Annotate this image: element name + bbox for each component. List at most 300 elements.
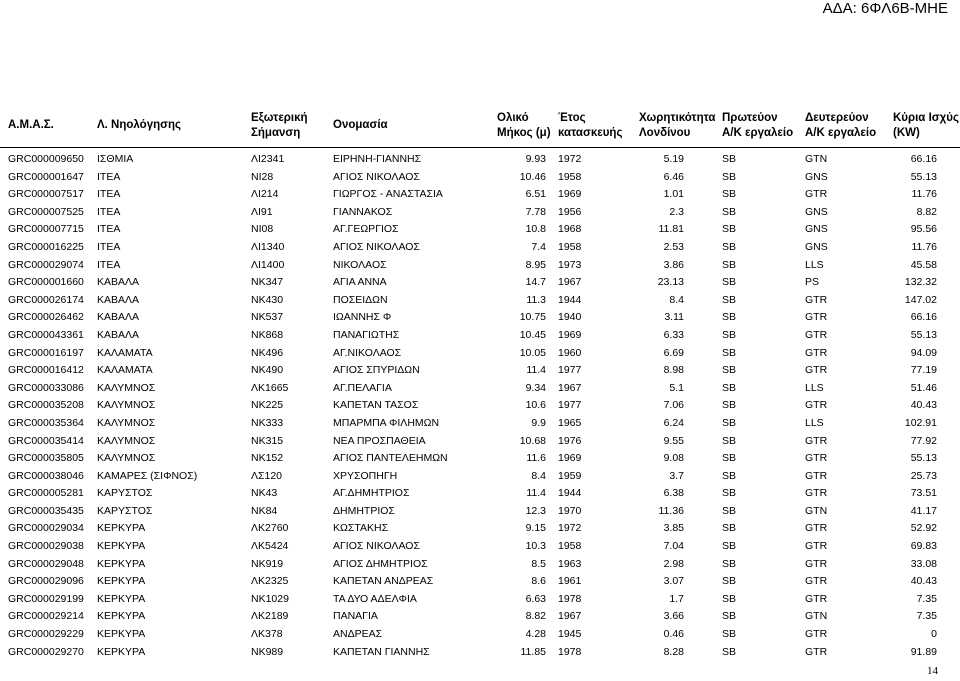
cell-name: ΚΑΠΕΤΑΝ ΑΝΔΡΕΑΣ (333, 575, 434, 588)
cell-name: ΑΝΔΡΕΑΣ (333, 628, 383, 641)
cell-secondary-gear: GTR (805, 188, 828, 201)
cell-ams: GRC000029048 (8, 557, 84, 570)
cell-ext-marking: ΛΚ2760 (251, 522, 289, 535)
cell-year: 1944 (558, 293, 582, 306)
cell-length: 10.45 (519, 328, 546, 341)
cell-year: 1977 (558, 364, 582, 377)
cell-secondary-gear: GTN (805, 610, 828, 623)
cell-ext-marking: ΝΚ490 (251, 364, 284, 377)
table-row (0, 292, 960, 310)
table-row (0, 485, 960, 503)
header-name: Ονομασία (333, 119, 388, 131)
cell-year: 1967 (558, 276, 582, 289)
cell-port: ΚΑΛΥΜΝΟΣ (97, 381, 156, 394)
cell-primary-gear: SB (722, 381, 737, 394)
page-number: 14 (927, 665, 938, 677)
cell-capacity: 3.7 (669, 469, 684, 482)
table-row (0, 239, 960, 257)
cell-year: 1958 (558, 170, 582, 183)
cell-ext-marking: ΛΙ91 (251, 205, 273, 218)
cell-year: 1976 (558, 434, 582, 447)
cell-ext-marking: ΛΙ1340 (251, 240, 285, 253)
cell-ams: GRC000029199 (8, 592, 84, 605)
cell-power: 66.16 (910, 153, 937, 165)
header-divider (0, 147, 960, 148)
cell-primary-gear: SB (722, 258, 737, 271)
cell-capacity: 3.86 (663, 258, 684, 271)
cell-ext-marking: ΝΚ315 (251, 434, 284, 447)
cell-primary-gear: SB (722, 434, 737, 447)
table-row (0, 169, 960, 187)
cell-name: ΑΓΙΑ ΑΝΝΑ (333, 276, 387, 289)
cell-capacity: 23.13 (657, 276, 684, 289)
table-row (0, 450, 960, 468)
cell-ams: GRC000007525 (8, 205, 84, 218)
cell-ext-marking: ΝΚ152 (251, 452, 284, 465)
cell-name: ΚΩΣΤΑΚΗΣ (333, 522, 389, 535)
cell-capacity: 3.11 (664, 311, 684, 324)
cell-power: 102.91 (904, 416, 937, 429)
cell-length: 10.46 (519, 170, 546, 183)
cell-ams: GRC000035208 (8, 399, 84, 412)
cell-length: 10.75 (519, 311, 546, 324)
table-row (0, 380, 960, 398)
cell-primary-gear: SB (722, 645, 737, 658)
cell-ext-marking: ΝΚ989 (251, 645, 284, 658)
cell-primary-gear: SB (722, 276, 737, 289)
cell-power: 69.83 (910, 540, 937, 553)
cell-year: 1958 (558, 540, 582, 553)
cell-capacity: 6.24 (663, 416, 684, 429)
cell-ams: GRC000029074 (8, 258, 84, 271)
cell-port: ΙΤΕΑ (97, 205, 121, 218)
cell-capacity: 7.04 (663, 540, 684, 553)
cell-ext-marking: ΛΣ120 (251, 469, 283, 482)
cell-primary-gear: SB (722, 575, 737, 588)
table-row (0, 345, 960, 363)
table-row (0, 468, 960, 486)
cell-ams: GRC000009650 (8, 153, 84, 165)
cell-capacity: 3.85 (663, 522, 684, 535)
cell-name: ΠΑΝΑΓΙΑ (333, 610, 378, 623)
ada-label: ΑΔΑ: 6ΦΛ6Β-ΜΗΕ (822, 0, 948, 17)
cell-length: 9.9 (531, 416, 546, 429)
cell-length: 6.51 (525, 188, 546, 201)
table-row (0, 538, 960, 556)
cell-power: 132.32 (904, 276, 937, 289)
cell-capacity: 11.36 (658, 504, 684, 517)
cell-name: ΔΗΜΗΤΡΙΟΣ (333, 504, 395, 517)
cell-length: 10.3 (525, 540, 546, 553)
cell-secondary-gear: GTR (805, 557, 828, 570)
cell-primary-gear: SB (722, 522, 737, 535)
cell-port: ΚΕΡΚΥΡΑ (97, 592, 146, 605)
cell-year: 1977 (558, 399, 582, 412)
cell-power: 0 (931, 628, 937, 641)
cell-year: 1967 (558, 381, 582, 394)
cell-secondary-gear: GNS (805, 240, 828, 253)
cell-year: 1960 (558, 346, 582, 359)
cell-capacity: 1.7 (669, 592, 684, 605)
cell-length: 9.93 (525, 153, 546, 165)
cell-port: ΚΑΛΥΜΝΟΣ (97, 452, 156, 465)
cell-primary-gear: SB (722, 311, 737, 324)
cell-port: ΚΑΒΑΛΑ (97, 293, 140, 306)
cell-year: 1940 (558, 311, 582, 324)
cell-secondary-gear: GTR (805, 452, 828, 465)
cell-capacity: 6.69 (663, 346, 684, 359)
cell-name: ΧΡΥΣΟΠΗΓΗ (333, 469, 398, 482)
cell-primary-gear: SB (722, 416, 737, 429)
cell-primary-gear: SB (722, 188, 737, 201)
cell-capacity: 8.98 (663, 364, 684, 377)
cell-name: ΑΓΙΟΣ ΣΠΥΡΙΔΩΝ (333, 364, 420, 377)
cell-year: 1963 (558, 557, 582, 570)
cell-power: 91.89 (910, 645, 937, 658)
table-row (0, 221, 960, 239)
cell-power: 40.43 (910, 399, 937, 412)
cell-secondary-gear: GTR (805, 575, 828, 588)
table-row (0, 204, 960, 222)
cell-year: 1944 (558, 487, 582, 500)
table-row (0, 591, 960, 609)
table-row (0, 433, 960, 451)
cell-secondary-gear: GTR (805, 592, 828, 605)
cell-primary-gear: SB (722, 153, 737, 165)
cell-secondary-gear: GTR (805, 487, 828, 500)
cell-power: 52.92 (910, 522, 937, 535)
cell-secondary-gear: LLS (805, 258, 824, 271)
cell-port: ΚΕΡΚΥΡΑ (97, 628, 146, 641)
cell-name: ΤΑ ΔΥΟ ΑΔΕΛΦΙΑ (333, 592, 417, 605)
cell-name: ΚΑΠΕΤΑΝ ΤΑΣΟΣ (333, 399, 419, 412)
cell-year: 1978 (558, 592, 582, 605)
cell-power: 41.17 (910, 504, 937, 517)
cell-year: 1969 (558, 452, 582, 465)
cell-ams: GRC000001660 (8, 276, 84, 289)
cell-ext-marking: ΛΙ1400 (251, 258, 285, 271)
cell-ext-marking: ΝΚ347 (251, 276, 284, 289)
cell-secondary-gear: GTR (805, 293, 828, 306)
cell-ams: GRC000029038 (8, 540, 84, 553)
table-row (0, 556, 960, 574)
cell-port: ΚΑΛΑΜΑΤΑ (97, 364, 153, 377)
cell-power: 77.92 (910, 434, 937, 447)
cell-ext-marking: ΝΚ919 (251, 557, 284, 570)
cell-length: 7.78 (525, 205, 546, 218)
cell-secondary-gear: LLS (805, 381, 824, 394)
cell-capacity: 6.38 (663, 487, 684, 500)
cell-secondary-gear: GTR (805, 328, 828, 341)
cell-ams: GRC000035435 (8, 504, 84, 517)
cell-capacity: 9.08 (663, 452, 684, 465)
cell-capacity: 5.1 (669, 381, 684, 394)
cell-power: 45.58 (910, 258, 937, 271)
cell-port: ΚΑΡΥΣΤΟΣ (97, 504, 153, 517)
cell-capacity: 2.53 (663, 240, 684, 253)
cell-ext-marking: ΝΙ08 (251, 223, 274, 236)
cell-ams: GRC000038046 (8, 469, 84, 482)
cell-ext-marking: ΛΙ2341 (251, 153, 285, 165)
cell-ams: GRC000035414 (8, 434, 84, 447)
cell-length: 8.4 (531, 469, 546, 482)
cell-primary-gear: SB (722, 487, 737, 500)
cell-capacity: 2.98 (663, 557, 684, 570)
cell-power: 95.56 (910, 223, 937, 236)
cell-ams: GRC000029270 (8, 645, 84, 658)
cell-length: 9.34 (525, 381, 546, 394)
table-row (0, 520, 960, 538)
cell-port: ΚΕΡΚΥΡΑ (97, 610, 146, 623)
cell-ams: GRC000026174 (8, 293, 84, 306)
cell-ams: GRC000029214 (8, 610, 84, 623)
cell-year: 1967 (558, 610, 582, 623)
cell-name: ΑΓΙΟΣ ΝΙΚΟΛΑΟΣ (333, 240, 420, 253)
cell-secondary-gear: GTR (805, 645, 828, 658)
cell-port: ΚΕΡΚΥΡΑ (97, 540, 146, 553)
cell-power: 77.19 (910, 364, 937, 377)
cell-capacity: 0.46 (663, 628, 684, 641)
cell-name: ΑΓ.ΝΙΚΟΛΑΟΣ (333, 346, 402, 359)
table-row (0, 573, 960, 591)
cell-secondary-gear: GTR (805, 540, 828, 553)
cell-ext-marking: ΝΚ43 (251, 487, 278, 500)
cell-year: 1965 (558, 416, 582, 429)
cell-name: ΑΓ.ΓΕΩΡΓΙΟΣ (333, 223, 399, 236)
cell-length: 7.4 (531, 240, 546, 253)
cell-ams: GRC000029096 (8, 575, 84, 588)
cell-length: 11.4 (526, 487, 546, 500)
cell-capacity: 7.06 (663, 399, 684, 412)
cell-ext-marking: ΛΚ1665 (251, 381, 289, 394)
cell-capacity: 8.4 (669, 293, 684, 306)
table-row (0, 327, 960, 345)
table-row (0, 151, 960, 169)
cell-power: 94.09 (910, 346, 937, 359)
cell-name: ΑΓ.ΠΕΛΑΓΙΑ (333, 381, 392, 394)
cell-year: 1978 (558, 645, 582, 658)
cell-primary-gear: SB (722, 610, 737, 623)
cell-secondary-gear: GNS (805, 223, 828, 236)
cell-secondary-gear: GNS (805, 205, 828, 218)
cell-primary-gear: SB (722, 240, 737, 253)
header-capacity: Χωρητικότητα Λονδίνου (639, 112, 716, 139)
table-row (0, 644, 960, 662)
cell-ext-marking: ΛΚ378 (251, 628, 283, 641)
cell-port: ΙΤΕΑ (97, 170, 121, 183)
cell-primary-gear: SB (722, 504, 737, 517)
cell-length: 10.68 (519, 434, 546, 447)
table-row (0, 626, 960, 644)
table-row (0, 503, 960, 521)
cell-port: ΙΤΕΑ (97, 223, 121, 236)
header-length: Ολικό Μήκος (μ) (497, 112, 551, 139)
header-primary-gear: Πρωτεύον Α/Κ εργαλείο (722, 112, 794, 139)
cell-ext-marking: ΝΚ333 (251, 416, 284, 429)
cell-capacity: 5.19 (663, 153, 684, 165)
cell-ext-marking: ΛΚ2189 (251, 610, 289, 623)
cell-ams: GRC000035805 (8, 452, 84, 465)
cell-primary-gear: SB (722, 328, 737, 341)
cell-name: ΙΩΑΝΝΗΣ Φ (333, 311, 392, 324)
cell-power: 55.13 (910, 170, 937, 183)
table-row (0, 415, 960, 433)
cell-power: 7.35 (916, 610, 937, 623)
table-row (0, 362, 960, 380)
cell-secondary-gear: GTR (805, 469, 828, 482)
cell-port: ΚΑΒΑΛΑ (97, 328, 140, 341)
cell-ams: GRC000029034 (8, 522, 84, 535)
cell-year: 1969 (558, 188, 582, 201)
cell-power: 7.35 (916, 592, 937, 605)
cell-length: 14.7 (525, 276, 546, 289)
cell-secondary-gear: GTR (805, 434, 828, 447)
cell-port: ΙΤΕΑ (97, 240, 121, 253)
cell-capacity: 3.07 (663, 575, 684, 588)
cell-secondary-gear: LLS (805, 416, 824, 429)
cell-port: ΚΕΡΚΥΡΑ (97, 522, 146, 535)
cell-ams: GRC000005281 (8, 487, 84, 500)
cell-ext-marking: ΝΚ1029 (251, 592, 289, 605)
cell-year: 1972 (558, 522, 582, 535)
cell-port: ΙΤΕΑ (97, 188, 121, 201)
cell-year: 1956 (558, 205, 582, 218)
cell-port: ΚΕΡΚΥΡΑ (97, 557, 146, 570)
cell-power: 147.02 (904, 293, 937, 306)
cell-ams: GRC000016225 (8, 240, 84, 253)
cell-length: 10.6 (525, 399, 546, 412)
cell-length: 8.82 (525, 610, 546, 623)
cell-primary-gear: SB (722, 205, 737, 218)
cell-length: 12.3 (525, 504, 546, 517)
cell-length: 10.8 (525, 223, 546, 236)
cell-primary-gear: SB (722, 469, 737, 482)
cell-name: ΑΓΙΟΣ ΝΙΚΟΛΑΟΣ (333, 170, 420, 183)
header-secondary-gear: Δευτερεύον Α/Κ εργαλείο (805, 112, 877, 139)
cell-primary-gear: SB (722, 628, 737, 641)
cell-ext-marking: ΝΚ496 (251, 346, 284, 359)
cell-primary-gear: SB (722, 540, 737, 553)
cell-power: 51.46 (910, 381, 937, 394)
cell-year: 1970 (558, 504, 582, 517)
cell-ams: GRC000029229 (8, 628, 84, 641)
cell-secondary-gear: GTN (805, 504, 828, 517)
cell-length: 8.5 (531, 557, 546, 570)
cell-primary-gear: SB (722, 557, 737, 570)
cell-ext-marking: ΛΚ5424 (251, 540, 289, 553)
cell-length: 11.6 (526, 452, 546, 465)
cell-year: 1961 (558, 575, 582, 588)
cell-primary-gear: SB (722, 346, 737, 359)
cell-port: ΚΑΒΑΛΑ (97, 311, 140, 324)
table-row (0, 257, 960, 275)
cell-power: 8.82 (916, 205, 937, 218)
cell-port: ΚΑΜΑΡΕΣ (ΣΙΦΝΟΣ) (97, 469, 198, 482)
cell-length: 11.3 (526, 293, 546, 306)
cell-year: 1945 (558, 628, 582, 641)
cell-length: 11.85 (520, 645, 546, 658)
cell-length: 4.28 (525, 628, 546, 641)
cell-capacity: 6.33 (663, 328, 684, 341)
cell-primary-gear: SB (722, 399, 737, 412)
cell-primary-gear: SB (722, 364, 737, 377)
table-row (0, 309, 960, 327)
cell-ext-marking: ΛΚ2325 (251, 575, 289, 588)
cell-name: ΠΟΣΕΙΔΩΝ (333, 293, 388, 306)
cell-length: 11.4 (526, 364, 546, 377)
cell-length: 9.15 (525, 522, 546, 535)
cell-ams: GRC000001647 (8, 170, 84, 183)
cell-secondary-gear: GTR (805, 628, 828, 641)
cell-secondary-gear: GTR (805, 311, 828, 324)
cell-port: ΚΑΒΑΛΑ (97, 276, 140, 289)
cell-port: ΚΑΛΥΜΝΟΣ (97, 416, 156, 429)
cell-ext-marking: ΝΚ430 (251, 293, 284, 306)
cell-power: 55.13 (910, 328, 937, 341)
cell-name: ΜΠΑΡΜΠΑ ΦΙΛΗΜΩΝ (333, 416, 440, 429)
cell-port: ΚΑΡΥΣΤΟΣ (97, 487, 153, 500)
cell-name: ΚΑΠΕΤΑΝ ΓΙΑΝΝΗΣ (333, 645, 430, 658)
cell-secondary-gear: GTN (805, 153, 828, 165)
cell-year: 1973 (558, 258, 582, 271)
cell-ext-marking: ΝΚ868 (251, 328, 284, 341)
cell-power: 66.16 (910, 311, 937, 324)
cell-ext-marking: ΝΚ225 (251, 399, 284, 412)
cell-power: 55.13 (910, 452, 937, 465)
cell-capacity: 2.3 (669, 205, 684, 218)
cell-power: 33.08 (910, 557, 937, 570)
cell-port: ΚΑΛΑΜΑΤΑ (97, 346, 153, 359)
cell-port: ΚΕΡΚΥΡΑ (97, 645, 146, 658)
cell-ams: GRC000007715 (8, 223, 84, 236)
cell-year: 1969 (558, 328, 582, 341)
cell-ams: GRC000043361 (8, 328, 84, 341)
cell-ams: GRC000035364 (8, 416, 84, 429)
cell-port: ΚΑΛΥΜΝΟΣ (97, 399, 156, 412)
table-row (0, 274, 960, 292)
cell-primary-gear: SB (722, 170, 737, 183)
cell-ams: GRC000033086 (8, 381, 84, 394)
cell-name: ΓΙΑΝΝΑΚΟΣ (333, 205, 393, 218)
cell-ext-marking: ΝΚ84 (251, 504, 278, 517)
cell-ext-marking: ΝΙ28 (251, 170, 274, 183)
cell-capacity: 3.66 (663, 610, 684, 623)
cell-secondary-gear: GTR (805, 399, 828, 412)
cell-port: ΚΕΡΚΥΡΑ (97, 575, 146, 588)
table-row (0, 186, 960, 204)
cell-power: 40.43 (910, 575, 937, 588)
cell-capacity: 6.46 (663, 170, 684, 183)
cell-year: 1958 (558, 240, 582, 253)
cell-ext-marking: ΛΙ214 (251, 188, 279, 201)
cell-name: ΑΓ.ΔΗΜΗΤΡΙΟΣ (333, 487, 410, 500)
cell-year: 1968 (558, 223, 582, 236)
cell-primary-gear: SB (722, 223, 737, 236)
cell-capacity: 8.28 (663, 645, 684, 658)
cell-year: 1972 (558, 153, 582, 165)
table-row (0, 397, 960, 415)
cell-ams: GRC000016412 (8, 364, 84, 377)
cell-port: ΚΑΛΥΜΝΟΣ (97, 434, 156, 447)
cell-primary-gear: SB (722, 592, 737, 605)
cell-name: ΑΓΙΟΣ ΝΙΚΟΛΑΟΣ (333, 540, 420, 553)
header-ams: Α.Μ.Α.Σ. (8, 119, 54, 131)
cell-name: ΝΙΚΟΛΑΟΣ (333, 258, 387, 271)
vessel-table-body (0, 151, 960, 661)
cell-port: ΙΣΘΜΙΑ (97, 153, 134, 165)
cell-ams: GRC000016197 (8, 346, 84, 359)
header-year: Έτος κατασκευής (558, 112, 623, 139)
